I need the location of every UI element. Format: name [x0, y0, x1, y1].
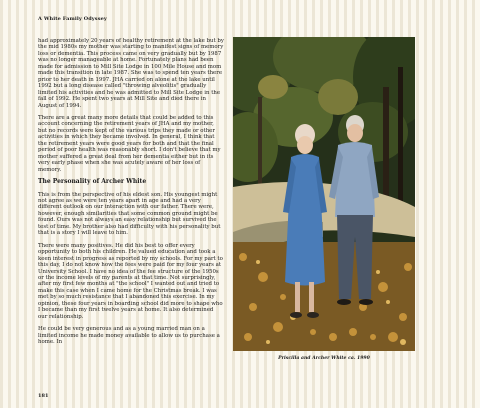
couple-photograph	[233, 37, 415, 351]
body-paragraph: He could be very generous and as a young married man on a limited income he made money available to allow us to purchase a home. In	[38, 326, 220, 346]
body-paragraph: This is from the perspective of his eldest son. His youngest might not agree as we were ten years apart in age and had a very different outlook on our interaction with our father. There were, however, enough similarities that some common ground might be found. Ours was not always an easy relationship but survived the test of time. My brother also had difficulty with his personality but that is a story I will leave to him.	[38, 191, 221, 237]
photo-caption: Priscilla and Archer White ca. 1990	[278, 356, 370, 361]
body-text-column	[38, 38, 224, 351]
body-paragraph: There are a great many more details that could be added to this account concerning the retirement years of JHA and my mother, but no records were kept of the various trips they made or other activities in which they became involved. In general, I think that the retirement years were good years for both and that the final period of poor health was reasonably short. I don't believe that my mother suffered a great deal from her dementia either but in its very early phase when she was acutely aware of her loss of memory.	[38, 114, 221, 173]
photo-illustration	[233, 37, 415, 351]
section-heading: The Personality of Archer White	[38, 178, 147, 186]
body-paragraph: There were many positives. He did his best to offer every opportunity to both his children. He valued education and took a keen interest in progress as reported by my schools. For my part to this day, I do not know how the fees were paid for my four years at University School. I have no idea of the fee structure of the 1950s or the income levels of my parents at that time. Not surprisingly, after my first few months at "the school" I wanted out and tried to make this case when I came home for the Christmas break. I was met by so much resistance that I abandoned this exercise. In my opinion, these four years in boarding school did more to shape who I became than my first twelve years at home. It also determined our relationship.	[38, 242, 223, 320]
leaf-covered-ground	[233, 242, 415, 351]
body-paragraph: had approximately 20 years of healthy retirement at the lake but by the mid 1980s my mother was starting to manifest signs of memory loss or dementia. This process came on very gradually but by 1987 was no longer manageable at home. Fortunately plans had been made for admission to Mill Site Lodge in 100 Mile House and mom made this transition in late 1987. She was to spend ten years there prior to her death in 1997. JHA carried on alone at the lake until 1992 but a long disease called "throwing alveolitis" gradually limited his activities and he was admitted to Mill Site Lodge in the fall of 1992. He spent two years at Mill Site and died there in August of 1994.	[38, 38, 224, 109]
page-number: 181	[38, 393, 49, 399]
running-header: A White Family Odyssey	[38, 16, 107, 22]
